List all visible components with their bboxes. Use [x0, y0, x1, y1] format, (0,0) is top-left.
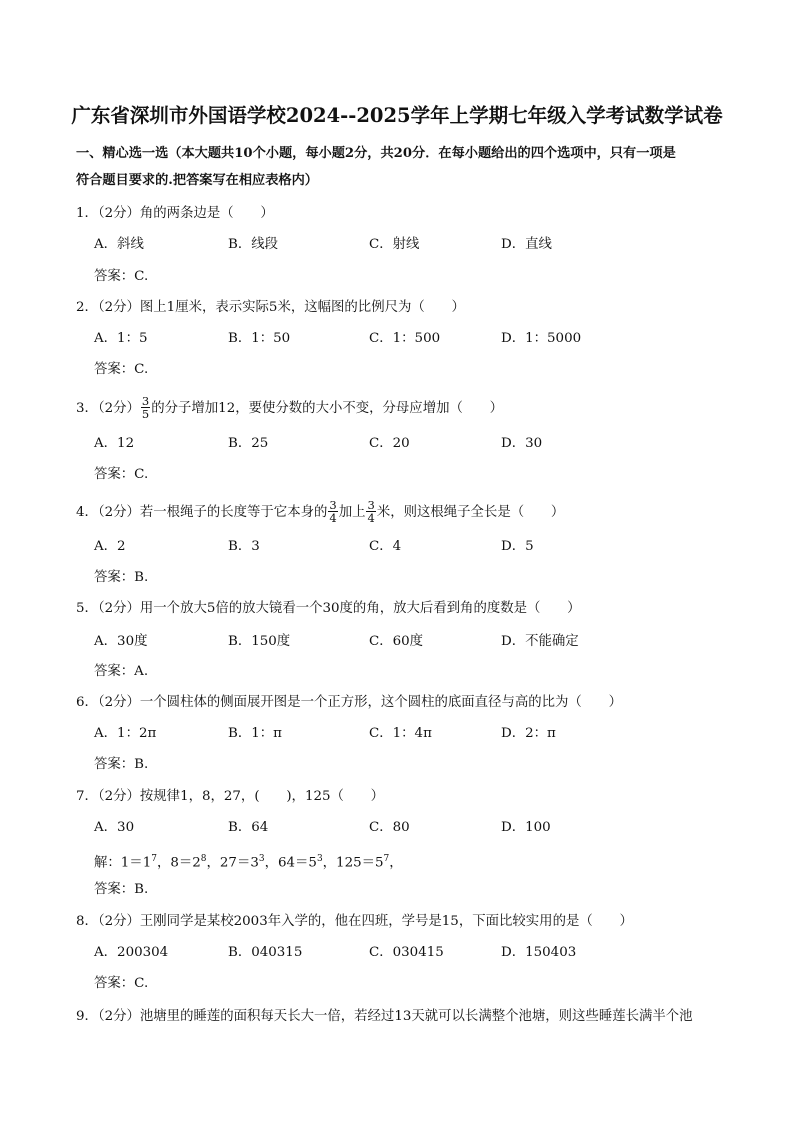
question-8-answer: 答案：C.	[94, 976, 149, 991]
question-2-stem: 2．（2分）图上1厘米，表示实际5米，这幅图的比例尺为（ ）	[76, 300, 465, 315]
question-2-option-d: D．1：5000	[501, 331, 582, 346]
question-4-option-c: C．4	[369, 539, 402, 554]
question-1-option-d: D．直线	[501, 237, 552, 252]
fraction-3-4-second	[366, 499, 375, 524]
question-1-answer: 答案：C.	[94, 269, 149, 284]
question-1-option-a: A．斜线	[94, 237, 144, 252]
question-5-answer: 答案：A.	[94, 664, 149, 679]
solution-exponent: 8	[200, 854, 207, 864]
question-8-option-b: B．040315	[228, 945, 303, 960]
solution-exponent: 3	[258, 854, 265, 864]
solution-text: ，8＝2	[156, 855, 201, 871]
question-6-option-b: B．1：π	[228, 726, 282, 741]
question-4-option-b: B．3	[228, 539, 260, 554]
question-5-option-c: C．60度	[369, 634, 424, 649]
question-2-option-b: B．1：50	[228, 331, 291, 346]
solution-text: 解：1＝1	[94, 855, 152, 871]
solution-text: ，	[389, 855, 403, 871]
question-4-answer: 答案：B.	[94, 570, 149, 585]
question-3-option-a: A．12	[94, 436, 135, 451]
question-7-stem: 7．（2分）按规律1，8，27，( )，125（ ）	[76, 789, 385, 804]
question-7-solution	[94, 849, 403, 873]
question-6-option-c: C．1：4π	[369, 726, 432, 741]
solution-text: ，64＝5	[264, 855, 317, 871]
question-8-option-d: D．150403	[501, 945, 577, 960]
question-8-stem: 8．（2分）王刚同学是某校2003年入学的，他在四班，学号是15，下面比较实用的是（ ）	[76, 914, 633, 929]
question-7-answer: 答案：B.	[94, 882, 149, 897]
question-4-prefix: 4．（2分）若一根绳子的长度等于它本身的	[76, 505, 328, 520]
question-4-option-d: D．5	[501, 539, 534, 554]
question-6-option-d: D．2：π	[501, 726, 556, 741]
question-1-option-c: C．射线	[369, 237, 420, 252]
fraction-denominator: 5	[141, 407, 150, 421]
question-5-option-d: D．不能确定	[501, 634, 579, 649]
question-3-answer: 答案：C.	[94, 467, 149, 482]
question-1-option-b: B．线段	[228, 237, 279, 252]
question-2-option-c: C．1：500	[369, 331, 441, 346]
question-3-option-c: C．20	[369, 436, 410, 451]
question-4-option-a: A．2	[94, 539, 126, 554]
question-3-option-d: D．30	[501, 436, 543, 451]
fraction-numerator: 3	[141, 394, 150, 408]
fraction-numerator: 3	[329, 498, 337, 512]
solution-text: ，27＝3	[206, 855, 259, 871]
question-6-stem: 6．（2分）一个圆柱体的侧面展开图是一个正方形，这个圆柱的底面直径与高的比为（ ）	[76, 695, 622, 710]
fraction-denominator: 4	[367, 511, 375, 525]
question-7-option-b: B．64	[228, 820, 269, 835]
question-7-option-d: D．100	[501, 820, 551, 835]
question-3-prefix: 3．（2分）	[76, 401, 140, 416]
question-3-stem	[76, 396, 503, 421]
question-4-stem	[76, 500, 564, 525]
section-instructions-line2: 符合题目要求的.把答案写在相应表格内）	[76, 173, 318, 188]
question-6-answer: 答案：B.	[94, 757, 149, 772]
question-5-option-a: A．30度	[94, 634, 148, 649]
question-2-answer: 答案：C.	[94, 362, 149, 377]
section-instructions-line1: 一、精心选一选（本大题共10个小题，每小题2分，共20分．在每小题给出的四个选项中，只有一项是	[76, 146, 676, 161]
solution-text: ，125＝5	[322, 855, 384, 871]
question-4-mid: 加上	[338, 505, 366, 520]
question-3-option-b: B．25	[228, 436, 269, 451]
solution-exponent: 7	[151, 854, 157, 864]
question-5-option-b: B．150度	[228, 634, 291, 649]
solution-exponent: 7	[383, 854, 390, 864]
question-2-option-a: A．1：5	[94, 331, 148, 346]
question-9-stem: 9．（2分）池塘里的睡莲的面积每天长大一倍，若经过13天就可以长满整个池塘，则这些睡莲长满半个池	[76, 1009, 693, 1024]
question-7-option-a: A．30	[94, 820, 135, 835]
fraction-numerator: 3	[367, 498, 375, 512]
question-5-stem: 5．（2分）用一个放大5倍的放大镜看一个30度的角，放大后看到角的度数是（ ）	[76, 601, 581, 616]
solution-exponent: 3	[316, 854, 323, 864]
fraction-3-5	[141, 395, 150, 420]
exam-title: 广东省深圳市外国语学校2024--2025学年上学期七年级入学考试数学试卷	[71, 104, 723, 127]
question-4-suffix: 米，则这根绳子全长是（ ）	[376, 505, 565, 520]
fraction-3-4-first	[328, 499, 337, 524]
question-8-option-a: A．200304	[94, 945, 169, 960]
fraction-denominator: 4	[329, 511, 337, 525]
question-8-option-c: C．030415	[369, 945, 444, 960]
question-7-option-c: C．80	[369, 820, 410, 835]
question-3-suffix: 的分子增加12，要使分数的大小不变，分母应增加（ ）	[151, 401, 504, 416]
question-6-option-a: A．1：2π	[94, 726, 157, 741]
question-1-stem: 1．（2分）角的两条边是（ ）	[76, 206, 274, 221]
